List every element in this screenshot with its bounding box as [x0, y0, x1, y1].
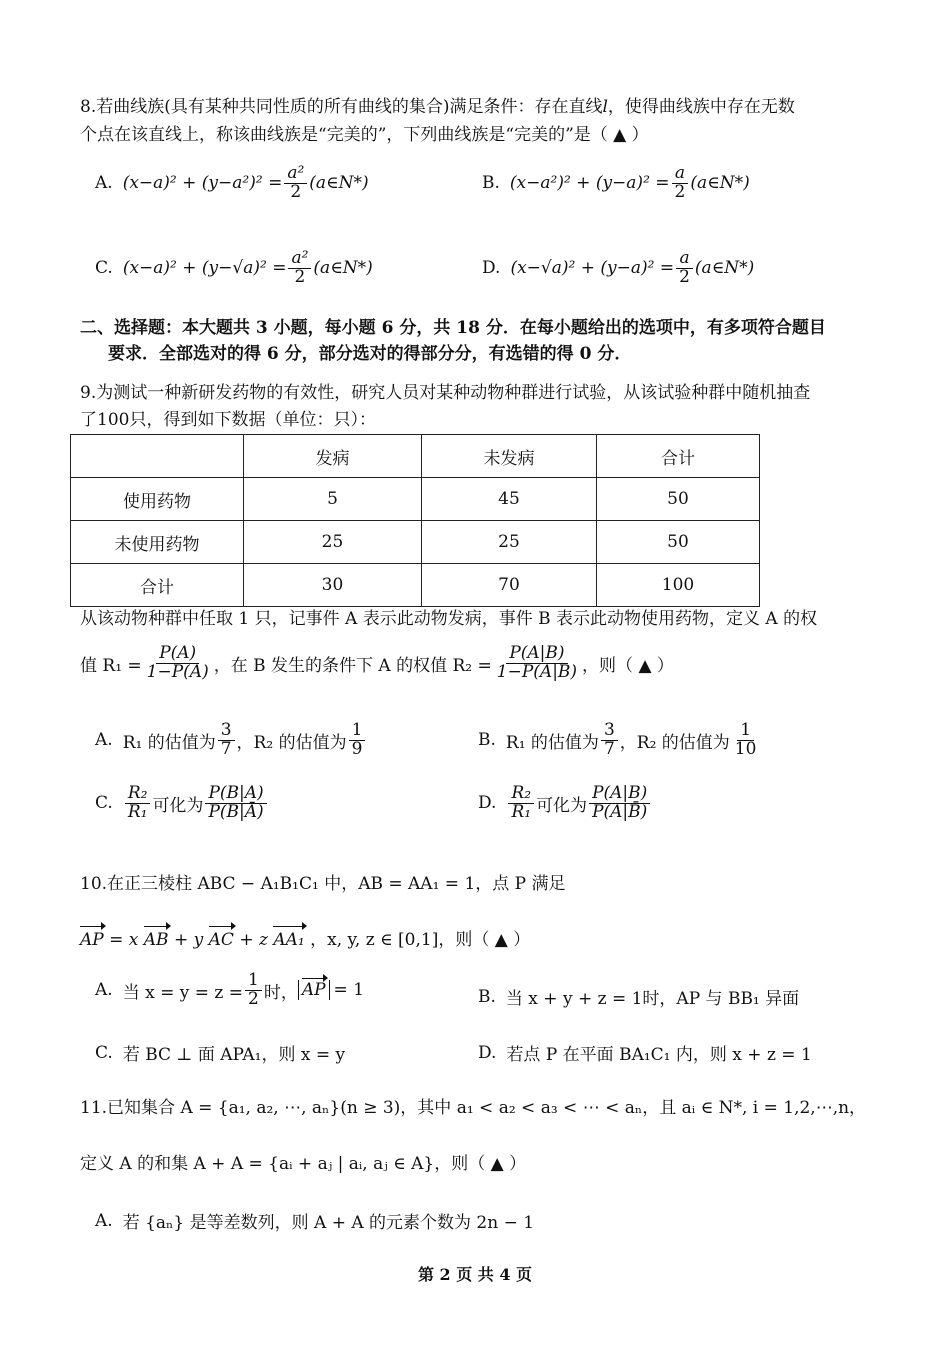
fraction	[672, 165, 689, 202]
option-text: R₁ 的估值为	[122, 732, 216, 753]
option-expression: (x−a)² + (y−√a)² =	[122, 258, 287, 279]
fraction	[245, 972, 262, 1009]
table-cell: 合计	[71, 564, 244, 607]
table-cell: 30	[244, 564, 422, 607]
option-text: 可化为	[536, 795, 588, 816]
option-label: A.	[95, 173, 113, 194]
option-text: R₁ 的估值为	[505, 732, 599, 753]
fraction	[218, 722, 235, 759]
equals-x: = x	[109, 930, 139, 950]
option-condition: (a∈N*)	[313, 258, 373, 279]
fraction-numerator: a	[676, 250, 692, 269]
fraction	[205, 785, 266, 822]
fraction	[676, 250, 693, 287]
q9-line-1: 9.为测试一种新研发药物的有效性，研究人员对某种动物种群进行试验，从该试验种群中随机抽查	[80, 383, 811, 403]
fraction-denominator: P(B|Ā)	[208, 801, 264, 822]
vector-aa1: AA₁	[273, 930, 305, 950]
fraction-denominator: P(A|B̄)	[592, 801, 648, 822]
fraction-r2	[494, 645, 580, 682]
q10-line-2-tail: ，x, y, z ∈ [0,1]，则（ ▲ ）	[310, 930, 531, 950]
fraction-denominator: R₁	[511, 801, 532, 822]
fraction	[732, 722, 760, 759]
table-cell: 45	[422, 478, 597, 521]
fraction-numerator: P(A)	[156, 645, 199, 664]
fraction-denominator: 7	[603, 738, 615, 759]
fraction-denominator: 10	[734, 738, 757, 759]
option-condition: (a∈N*)	[694, 258, 755, 279]
q8-option-d[interactable]	[482, 250, 754, 287]
table-cell: 100	[597, 564, 760, 607]
fraction-denominator: 9	[351, 738, 363, 759]
option-text: = 1	[333, 980, 365, 1001]
table-header-row	[71, 435, 760, 478]
fraction-r1	[144, 645, 212, 682]
fraction	[125, 785, 151, 822]
option-text: ，R₂ 的估值为	[619, 732, 730, 753]
option-label: D.	[478, 1042, 497, 1063]
fraction-denominator: 2	[290, 181, 302, 202]
fraction-denominator: 2	[679, 266, 690, 287]
fraction	[284, 165, 307, 202]
option-expression: (x−√a)² + (y−a)² =	[510, 258, 675, 279]
table-cell: 25	[244, 521, 422, 564]
option-expression: (x−a²)² + (y−a)² =	[509, 173, 670, 194]
section-2-heading: 二、选择题：本大题共 3 小题，每小题 6 分，共 18 分．在每小题给出的选项中，有多项符合题目	[80, 318, 826, 338]
option-text: 可化为	[152, 795, 204, 816]
option-text: ，R₂ 的估值为	[236, 732, 347, 753]
fraction-numerator: 1	[737, 722, 754, 741]
table-header-cell: 发病	[244, 435, 422, 478]
fraction-numerator: 3	[218, 722, 235, 741]
fraction-numerator: 1	[349, 722, 366, 741]
option-text: 若 {aₙ} 是等差数列，则 A + A 的元素个数为 2n − 1	[122, 1213, 535, 1233]
r1-prefix: 值 R₁ =	[80, 655, 142, 676]
q10-option-a[interactable]	[95, 972, 364, 1009]
fraction	[349, 722, 366, 759]
fraction	[589, 785, 650, 822]
q10-option-d[interactable]	[478, 1040, 812, 1065]
magnitude	[298, 980, 330, 1000]
option-label: A.	[95, 730, 113, 751]
page-number-footer: 第 2 页 共 4 页	[417, 1265, 533, 1284]
table-cell: 50	[597, 478, 760, 521]
option-text: 当 x = y = z =	[122, 982, 243, 1003]
option-text: 当 x + y + z = 1时，AP 与 BB₁ 异面	[505, 989, 800, 1009]
table-row	[71, 564, 760, 607]
q8-option-a[interactable]	[95, 165, 369, 202]
table-cell: 25	[422, 521, 597, 564]
q8-text-1: 8.若曲线族(具有某种共同性质的所有曲线的集合)满足条件：存在直线	[80, 97, 603, 117]
option-text: 若 BC ⊥ 面 APA₁，则 x = y	[122, 1045, 346, 1065]
fraction-numerator: P(A|B)	[589, 785, 650, 804]
fraction-denominator: 1−P(A)	[146, 661, 209, 682]
q11-line-2: 定义 A 的和集 A + A = {aᵢ + aⱼ | aᵢ, aⱼ ∈ A}，则（ ▲ ）	[80, 1154, 527, 1174]
q10-option-b[interactable]	[478, 984, 799, 1009]
q10-line-2	[80, 928, 530, 952]
q9-line-2: 了100只，得到如下数据（单位：只）：	[80, 410, 376, 430]
fraction-denominator: 7	[220, 738, 232, 759]
q8-option-b[interactable]	[482, 165, 750, 202]
fraction-numerator: a²	[288, 250, 311, 269]
q9-option-b[interactable]	[478, 722, 761, 759]
vector-ab: AB	[143, 930, 169, 950]
q10-line-1: 10.在正三棱柱 ABC − A₁B₁C₁ 中，AB = AA₁ = 1，点 P 满足	[80, 874, 566, 894]
fraction-numerator: R₂	[508, 785, 534, 804]
q11-line-1: 11.已知集合 A = {a₁, a₂, ⋯, aₙ}(n ≥ 3)，其中 a₁ < a₂ < a₃ < ⋯ < aₙ，且 aᵢ ∈ N*, i = 1,2,⋯,n，	[80, 1098, 867, 1118]
vector-ac: AC	[208, 930, 234, 950]
fraction	[288, 250, 311, 287]
fraction-denominator: R₁	[127, 801, 148, 822]
r2-middle: ，在 B 发生的条件下 A 的权值 R₂ =	[213, 655, 492, 676]
q8-option-c[interactable]	[95, 250, 373, 287]
q8-text-1-tail: ，使得曲线族中存在无数	[607, 97, 795, 117]
plus-y: + y	[173, 930, 204, 950]
fraction-denominator: 2	[674, 181, 686, 202]
option-text: 时，	[263, 982, 298, 1003]
q9-weight-definition	[80, 645, 674, 682]
q9-option-d[interactable]	[478, 785, 652, 822]
option-expression: (x−a)² + (y−a²)² =	[122, 173, 283, 194]
fraction	[601, 722, 618, 759]
option-label: C.	[95, 1042, 113, 1063]
option-label: C.	[95, 793, 113, 814]
option-label: D.	[482, 258, 501, 279]
fraction-numerator: P(A|B)	[506, 645, 567, 664]
fraction-numerator: 1	[245, 972, 262, 991]
option-label: B.	[478, 986, 496, 1007]
table-header-cell: 合计	[597, 435, 760, 478]
q9-line-3: 从该动物种群中任取 1 只，记事件 A 表示此动物发病，事件 B 表示此动物使用药物，定义 A 的权	[80, 609, 818, 629]
q9-option-c[interactable]	[95, 785, 269, 822]
fraction-numerator: P(B|A)	[205, 785, 266, 804]
option-label: D.	[478, 793, 497, 814]
q10-option-c[interactable]	[95, 1040, 345, 1065]
fraction-denominator: 2	[248, 988, 259, 1009]
fraction-denominator: 1−P(A|B)	[496, 661, 578, 682]
option-label: A.	[95, 1210, 113, 1231]
table-header-cell	[71, 435, 244, 478]
q8-line-2: 个点在该直线上，称该曲线族是“完美的”，下列曲线族是“完美的”是（ ▲ ）	[80, 125, 649, 145]
fraction-denominator: 2	[294, 266, 306, 287]
r2-tail: ，则（ ▲ ）	[582, 655, 674, 676]
table-cell: 5	[244, 478, 422, 521]
q11-option-a[interactable]	[95, 1208, 534, 1233]
q8-var-l: l	[602, 97, 608, 117]
fraction	[508, 785, 534, 822]
option-condition: (a∈N*)	[690, 173, 750, 194]
q9-data-table	[70, 434, 760, 607]
option-label: B.	[482, 173, 500, 194]
fraction-numerator: R₂	[125, 785, 151, 804]
table-cell: 50	[597, 521, 760, 564]
option-label: C.	[95, 258, 113, 279]
table-cell: 未使用药物	[71, 521, 244, 564]
vector-ap: AP	[80, 930, 104, 950]
vector-ap: AP	[301, 980, 326, 1001]
table-cell: 使用药物	[71, 478, 244, 521]
q8-line-1	[80, 95, 795, 119]
option-label: B.	[478, 730, 496, 751]
plus-z: + z	[239, 930, 268, 950]
option-text: 若点 P 在平面 BA₁C₁ 内，则 x + z = 1	[506, 1045, 812, 1065]
table-header-cell: 未发病	[422, 435, 597, 478]
table-cell: 70	[422, 564, 597, 607]
table-row	[71, 478, 760, 521]
fraction-numerator: 3	[601, 722, 618, 741]
section-2-heading-cont: 要求．全部选对的得 6 分，部分选对的得部分分，有选错的得 0 分．	[108, 344, 632, 364]
table-row	[71, 521, 760, 564]
fraction-numerator: a²	[284, 165, 307, 184]
fraction-numerator: a	[672, 165, 688, 184]
option-label: A.	[95, 980, 113, 1001]
q9-option-a[interactable]	[95, 722, 367, 759]
option-condition: (a∈N*)	[309, 173, 369, 194]
